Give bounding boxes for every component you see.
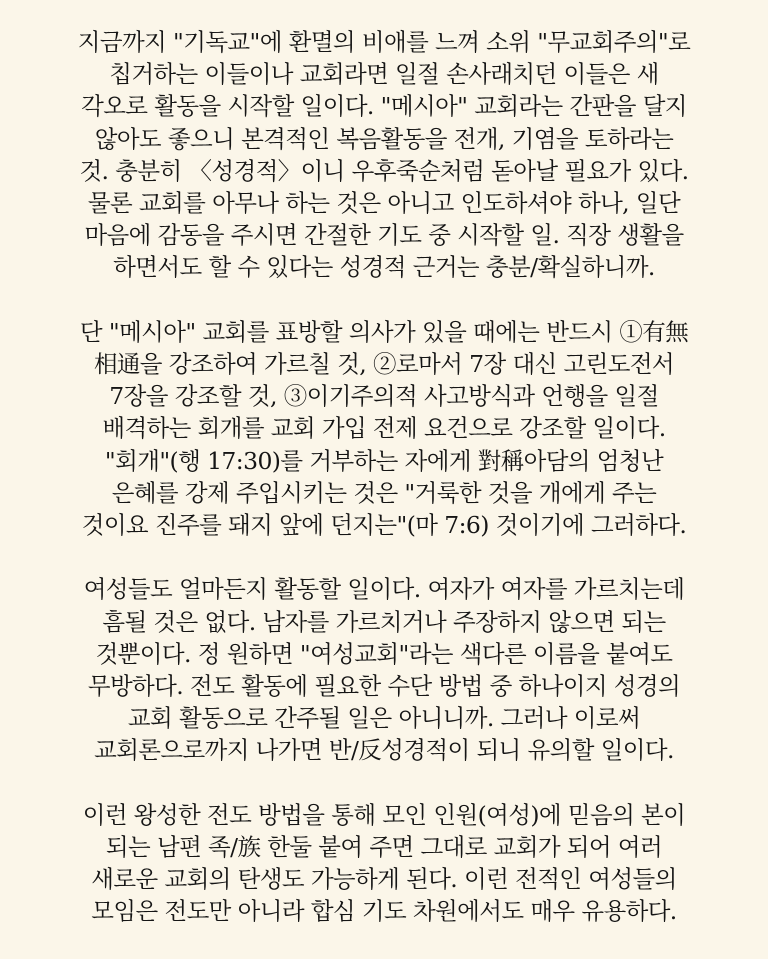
text-line: 하면서도 할 수 있다는 성경적 근거는 충분/확실하니까. — [113, 253, 655, 282]
text-line: 것이요 진주를 돼지 앞에 던지는"(마 7:6) 것이기에 그러하다. — [81, 511, 687, 540]
paragraph-spacer — [0, 541, 768, 573]
paragraph-spacer — [0, 767, 768, 799]
paragraph-2 — [0, 316, 768, 541]
text-line: 교회 활동으로 간주될 일은 아니니까. 그러나 이로써 — [127, 704, 641, 733]
paragraph-4 — [0, 799, 768, 928]
text-line: 되는 남편 족/族 한둘 붙여 주면 그대로 교회가 되어 여러 — [105, 833, 663, 862]
text-line: 여성들도 얼마든지 활동할 일이다. 여자가 여자를 가르치는데 — [83, 575, 685, 604]
text-line: 것뿐이다. 정 원하면 "여성교회"라는 색다른 이름을 붙여도 — [95, 639, 673, 668]
text-line: 새로운 교회의 탄생도 가능하게 된다. 이런 전적인 여성들의 — [91, 865, 677, 894]
paragraph-1 — [0, 26, 768, 284]
text-line: 7장을 강조할 것, ③이기주의적 사고방식과 언행을 일절 — [109, 382, 659, 411]
text-line: 마음에 감동을 주시면 간절한 기도 중 시작할 일. 직장 생활을 — [84, 221, 684, 250]
paragraph-spacer — [0, 284, 768, 316]
paragraph-3 — [0, 573, 768, 766]
text-line: 각오로 활동을 시작할 일이다. "메시아" 교회라는 간판을 달지 — [81, 92, 687, 121]
text-line: "회개"(행 17:30)를 거부하는 자에게 對稱아담의 엄청난 — [104, 446, 664, 475]
document-body — [0, 26, 768, 946]
text-line: 相通을 강조하여 가르칠 것, ②로마서 7장 대신 고린도전서 — [93, 350, 675, 379]
text-line: 칩거하는 이들이나 교회라면 일절 손사래치던 이들은 새 — [109, 60, 659, 89]
text-line: 무방하다. 전도 활동에 필요한 수단 방법 중 하나이지 성경의 — [87, 672, 681, 701]
text-line: 배격하는 회개를 교회 가입 전제 요건으로 강조할 일이다. — [102, 414, 666, 443]
text-line: 이런 왕성한 전도 방법을 통해 모인 인원(여성)에 믿음의 본이 — [82, 800, 686, 829]
text-line: 단 "메시아" 교회를 표방할 의사가 있을 때에는 반드시 ①有無 — [79, 317, 689, 346]
text-line: 모임은 전도만 아니라 합심 기도 차원에서도 매우 유용하다. — [91, 897, 677, 926]
text-line: 교회론으로까지 나가면 반/反성경적이 되니 유의할 일이다. — [94, 736, 674, 765]
text-line: 않아도 좋으니 본격적인 복음활동을 전개, 기염을 토하라는 — [94, 124, 674, 153]
text-line: 것. 충분히 〈성경적〉이니 우후죽순처럼 돋아날 필요가 있다. — [79, 156, 689, 185]
text-line: 흠될 것은 없다. 남자를 가르치거나 주장하지 않으면 되는 — [102, 607, 666, 636]
text-line: 지금까지 "기독교"에 환멸의 비애를 느껴 소위 "무교회주의"로 — [77, 28, 691, 56]
text-line: 물론 교회를 아무나 하는 것은 아니고 인도하셔야 하나, 일단 — [87, 189, 681, 218]
text-line: 은혜를 강제 주입시키는 것은 "거룩한 것을 개에게 주는 — [111, 478, 657, 507]
